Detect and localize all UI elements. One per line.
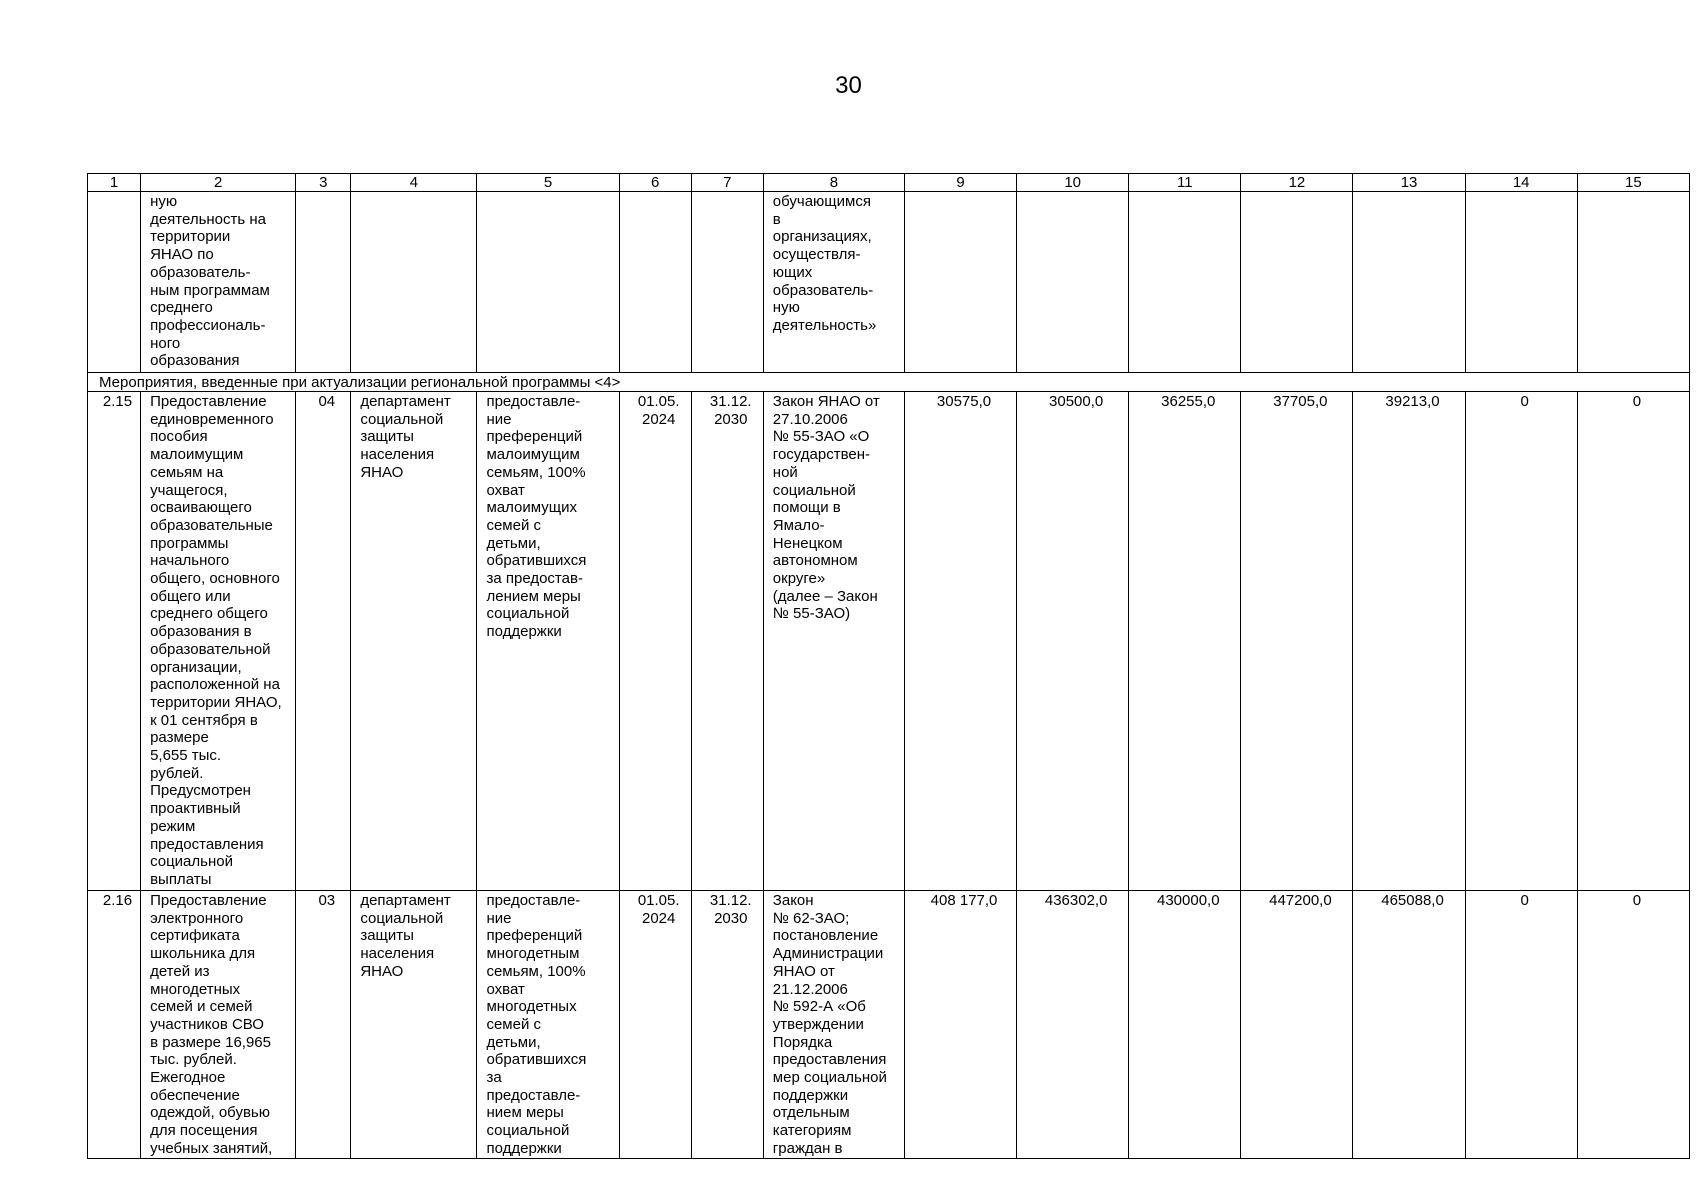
cell-empty [351,192,477,373]
value-cell: 0 [1465,891,1577,1159]
cell-empty [1353,192,1465,373]
section-title: Мероприятия, введенные при актуализации региональной программы <4> [88,373,1690,392]
end-date-cell: 31.12. 2030 [691,891,763,1159]
column-header: 10 [1017,174,1129,192]
column-header: 13 [1353,174,1465,192]
cell-empty [691,192,763,373]
column-header: 5 [477,174,619,192]
section-header-row [88,373,1690,392]
value-cell: 408 177,0 [904,891,1016,1159]
value-cell: 0 [1577,392,1689,891]
table-row [88,392,1690,891]
column-header: 9 [904,174,1016,192]
start-date-cell: 01.05. 2024 [619,392,691,891]
cell-empty [1241,192,1353,373]
value-cell: 436302,0 [1017,891,1129,1159]
cell-empty [88,192,141,373]
legal-basis-cell: обучающимся в организациях, осуществля- ющих образователь- ную деятельность» [763,192,904,373]
value-cell: 447200,0 [1241,891,1353,1159]
cell-empty [477,192,619,373]
value-cell: 39213,0 [1353,392,1465,891]
measure-name-cell: Предоставление электронного сертификата школьника для детей из многодетных семей и семей участников СВО в размере 16,965 тыс. рублей. Ежегодное обеспечение одеждой, обувью для посещения учебных занятий, [141,891,296,1159]
column-header: 2 [141,174,296,192]
row-number: 2.15 [88,392,141,891]
cell-empty [904,192,1016,373]
cell-empty [1465,192,1577,373]
result-cell: предоставле- ние преференций многодетным семьям, 100% охват многодетных семей с детьми, обратившихся за предоставле- нием меры социальной поддержки [477,891,619,1159]
code-cell: 04 [296,392,351,891]
cell-empty [1129,192,1241,373]
column-header: 12 [1241,174,1353,192]
value-cell: 465088,0 [1353,891,1465,1159]
value-cell: 0 [1577,891,1689,1159]
program-measures-table [87,173,1690,1159]
cell-empty [1577,192,1689,373]
column-header: 4 [351,174,477,192]
legal-basis-cell: Закон № 62-ЗАО; постановление Администрации ЯНАО от 21.12.2006 № 592-А «Об утверждении Порядка предоставления мер социальной поддержки отдельным категориям граждан в [763,891,904,1159]
value-cell: 37705,0 [1241,392,1353,891]
result-cell: предоставле- ние преференций малоимущим семьям, 100% охват малоимущих семей с детьми, обратившихся за предостав- лением меры социальной поддержки [477,392,619,891]
column-number-header-row [88,174,1690,192]
value-cell: 30575,0 [904,392,1016,891]
column-header: 3 [296,174,351,192]
column-header: 6 [619,174,691,192]
row-number: 2.16 [88,891,141,1159]
column-header: 11 [1129,174,1241,192]
column-header: 7 [691,174,763,192]
table-row [88,891,1690,1159]
cell-empty [1017,192,1129,373]
column-header: 8 [763,174,904,192]
code-cell: 03 [296,891,351,1159]
column-header: 1 [88,174,141,192]
value-cell: 430000,0 [1129,891,1241,1159]
column-header: 14 [1465,174,1577,192]
cell-empty [619,192,691,373]
value-cell: 30500,0 [1017,392,1129,891]
legal-basis-cell: Закон ЯНАО от 27.10.2006 № 55-ЗАО «О государствен- ной социальной помощи в Ямало- Ненецком автономном округе» (далее – Закон № 55-ЗАО) [763,392,904,891]
value-cell: 0 [1465,392,1577,891]
continuation-row [88,192,1690,373]
executor-cell: департамент социальной защиты населения ЯНАО [351,891,477,1159]
measure-name-cell: ную деятельность на территории ЯНАО по образователь- ным программам среднего профессиональ- ного образования [141,192,296,373]
end-date-cell: 31.12. 2030 [691,392,763,891]
measure-name-cell: Предоставление единовременного пособия малоимущим семьям на учащегося, осваивающего образовательные программы начального общего, основного общего или среднего общего образования в образовательной организации, расположенной на территории ЯНАО, к 01 сентября в размере 5,655 тыс. рублей. Предусмотрен проактивный режим предоставления социальной выплаты [141,392,296,891]
column-header: 15 [1577,174,1689,192]
value-cell: 36255,0 [1129,392,1241,891]
executor-cell: департамент социальной защиты населения ЯНАО [351,392,477,891]
cell-empty [296,192,351,373]
start-date-cell: 01.05. 2024 [619,891,691,1159]
page-number: 30 [835,72,862,99]
